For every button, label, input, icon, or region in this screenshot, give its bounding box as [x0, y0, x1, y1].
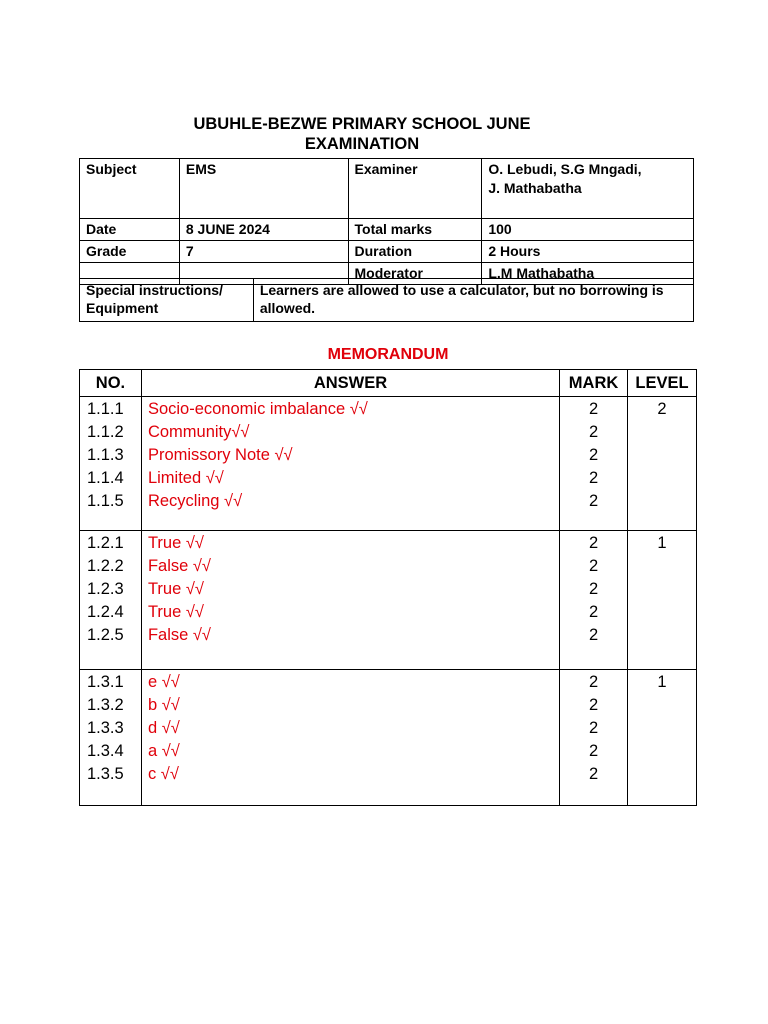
answers: [141, 397, 559, 531]
question-numbers: [80, 531, 142, 670]
examiner-value: [482, 159, 694, 219]
instructions-row: [80, 279, 694, 322]
info-row-date: [80, 219, 694, 241]
mark-value: 2: [588, 742, 599, 760]
subject-label: Subject: [80, 159, 180, 219]
document-title: [150, 114, 574, 154]
marks: [560, 670, 628, 806]
examiner-value-line-1: O. Lebudi, S.G Mngadi,: [488, 161, 642, 177]
answer-text: Community√√: [147, 423, 250, 441]
memorandum-table: [79, 369, 697, 806]
level-value: 1: [628, 670, 697, 806]
answer-text: False √√: [147, 557, 211, 575]
title-line-2: EXAMINATION: [304, 135, 420, 153]
question-number: 1.3.3: [87, 719, 124, 737]
instructions-label-line-2: Equipment: [86, 300, 159, 316]
question-number: 1.1.3: [87, 446, 124, 464]
instructions-value-line-2: allowed.: [259, 300, 316, 316]
duration-value: 2 Hours: [482, 241, 694, 263]
examiner-value-line-2: J. Mathabatha: [488, 180, 582, 196]
duration-label: Duration: [348, 241, 482, 263]
total-marks-value: 100: [482, 219, 694, 241]
question-number: 1.1.5: [87, 492, 124, 510]
moderator-label: Moderator: [348, 263, 482, 285]
info-row-subject: [80, 159, 694, 219]
answer-text: a √√: [147, 742, 180, 760]
question-number: 1.3.4: [87, 742, 124, 760]
instructions-table: [79, 278, 694, 322]
question-number: 1.3.1: [87, 673, 124, 691]
mark-value: 2: [588, 673, 599, 691]
level-value: 1: [628, 531, 697, 670]
instructions-label: [80, 279, 254, 322]
memorandum-title: MEMORANDUM: [327, 346, 449, 363]
answer-text: Recycling √√: [147, 492, 243, 510]
question-number: 1.2.4: [87, 603, 124, 621]
grade-label: Grade: [80, 241, 180, 263]
answer-text: b √√: [147, 696, 180, 714]
mark-value: 2: [588, 719, 599, 737]
question-group-1-3: [80, 670, 697, 806]
memo-header-row: [80, 370, 697, 397]
question-number: 1.2.3: [87, 580, 124, 598]
answer-text: d √√: [147, 719, 180, 737]
mark-value: 2: [588, 492, 599, 510]
question-group-1-1: [80, 397, 697, 531]
info-row-grade: [80, 241, 694, 263]
column-header-level: LEVEL: [628, 370, 697, 397]
column-header-no: NO.: [80, 370, 142, 397]
mark-value: 2: [588, 765, 599, 783]
question-number: 1.3.5: [87, 765, 124, 783]
title-line-1: UBUHLE-BEZWE PRIMARY SCHOOL JUNE: [193, 115, 531, 133]
mark-value: 2: [588, 696, 599, 714]
question-numbers: [80, 397, 142, 531]
examiner-label: Examiner: [348, 159, 482, 219]
question-number: 1.1.4: [87, 469, 124, 487]
mark-value: 2: [588, 469, 599, 487]
moderator-value: L.M Mathabatha: [482, 263, 694, 285]
question-number: 1.1.2: [87, 423, 124, 441]
question-numbers: [80, 670, 142, 806]
answer-text: Socio-economic imbalance √√: [147, 400, 368, 418]
mark-value: 2: [588, 446, 599, 464]
answer-text: Limited √√: [147, 469, 224, 487]
question-group-1-2: [80, 531, 697, 670]
instructions-value-line-1: Learners are allowed to use a calculator, but no borrowing is: [259, 282, 664, 298]
answer-text: True √√: [147, 603, 204, 621]
answer-text: True √√: [147, 534, 204, 552]
answer-text: e √√: [147, 673, 180, 691]
answer-text: c √√: [147, 765, 179, 783]
level-value: 2: [628, 397, 697, 531]
mark-value: 2: [588, 534, 599, 552]
grade-value: 7: [179, 241, 348, 263]
answer-text: True √√: [147, 580, 204, 598]
answers: [141, 670, 559, 806]
mark-value: 2: [588, 626, 599, 644]
question-number: 1.2.5: [87, 626, 124, 644]
question-number: 1.3.2: [87, 696, 124, 714]
question-number: 1.2.2: [87, 557, 124, 575]
mark-value: 2: [588, 557, 599, 575]
mark-value: 2: [588, 400, 599, 418]
answers: [141, 531, 559, 670]
date-value: 8 JUNE 2024: [179, 219, 348, 241]
answer-text: Promissory Note √√: [147, 446, 293, 464]
instructions-value: [253, 279, 693, 322]
column-header-answer: ANSWER: [141, 370, 559, 397]
mark-value: 2: [588, 603, 599, 621]
subject-value: EMS: [179, 159, 348, 219]
question-number: 1.1.1: [87, 400, 124, 418]
mark-value: 2: [588, 580, 599, 598]
total-marks-label: Total marks: [348, 219, 482, 241]
answer-text: False √√: [147, 626, 211, 644]
instructions-label-line-1: Special instructions/: [86, 282, 223, 298]
column-header-mark: MARK: [560, 370, 628, 397]
mark-value: 2: [588, 423, 599, 441]
marks: [560, 531, 628, 670]
exam-info-table: [79, 158, 694, 285]
date-label: Date: [80, 219, 180, 241]
marks: [560, 397, 628, 531]
question-number: 1.2.1: [87, 534, 124, 552]
